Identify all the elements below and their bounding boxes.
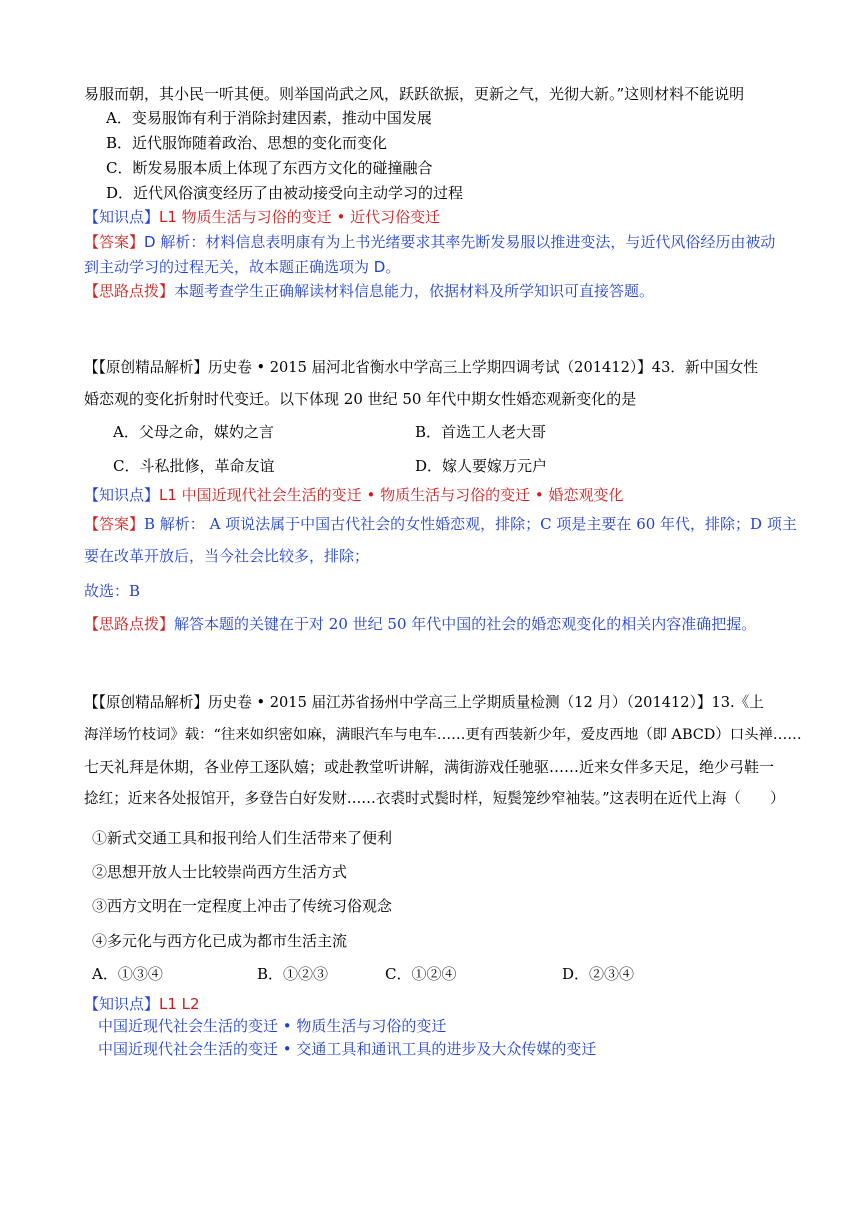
q1-answer-line1 xyxy=(84,232,775,252)
q1-stem-tail: 易服而朝，其小民一听其便。则举国尚武之风，跃跃欲振，更新之气，光彻大新。”这则材料不能说明 xyxy=(84,85,745,103)
ans-text: D 解析：材料信息表明康有为上书光绪要求其率先断发易服以推进变法，与近代风俗经历由被动 xyxy=(144,233,776,251)
q2-option-b: B．首选工人老大哥 xyxy=(415,423,547,441)
q2-stem-line1: 【【原创精品解析】历史卷 • 2015 届河北省衡水中学高三上学期四调考试（201412）】43．新中国女性 xyxy=(84,359,758,376)
q3-kp-line-2: 中国近现代社会生活的变迁 • 交通工具和通讯工具的进步及大众传媒的变迁 xyxy=(98,1040,597,1058)
q1-option-b: B．近代服饰随着政治、思想的变化而变化 xyxy=(106,134,388,152)
q2-option-d: D．嫁人要嫁万元户 xyxy=(415,457,548,475)
q2-answer-line1 xyxy=(84,514,797,534)
q2-answer-line3: 故选：B xyxy=(84,582,141,600)
q1-option-c: C．断发易服本质上体现了东西方文化的碰撞融合 xyxy=(106,159,433,177)
q3-option-d: D．②③④ xyxy=(562,965,635,983)
q1-option-a: A．变易服饰有利于消除封建因素，推动中国发展 xyxy=(106,109,432,127)
kp-label: 【知识点】 xyxy=(84,995,160,1013)
q3-statement-2: ②思想开放人士比较崇尚西方生活方式 xyxy=(92,863,348,881)
kp-text: L1 L2 xyxy=(159,995,200,1013)
kp-label: 【知识点】 xyxy=(84,208,160,226)
q1-knowledge-point xyxy=(84,207,440,227)
q3-stem-line2: 海洋场竹枝词》载：“往来如织密如麻，满眼汽车与电车……更有西装新少年，爱皮西地（即 ABCD）口头禅…… xyxy=(84,727,802,743)
q1-answer-line2: 到主动学习的过程无关，故本题正确选项为 D。 xyxy=(84,258,401,276)
q3-kp-line-1: 中国近现代社会生活的变迁 • 物质生活与习俗的变迁 xyxy=(98,1017,447,1035)
q1-hint xyxy=(84,281,654,301)
q3-knowledge-point xyxy=(84,994,200,1014)
q2-knowledge-point xyxy=(84,485,623,505)
ans-label: 【答案】 xyxy=(84,233,145,251)
q2-option-c: C．斗私批修，革命友谊 xyxy=(113,457,275,475)
hint-text: 解答本题的关键在于对 20 世纪 50 年代中国的社会的婚恋观变化的相关内容准确把握。 xyxy=(174,615,757,633)
kp-text: L1 中国近现代社会生活的变迁 • 物质生活与习俗的变迁 • 婚恋观变化 xyxy=(159,486,624,504)
hint-label: 【思路点拨】 xyxy=(84,615,175,633)
q1-option-d: D．近代风俗演变经历了由被动接受向主动学习的过程 xyxy=(106,184,464,202)
q2-answer-line2: 要在改革开放后，当今社会比较多，排除； xyxy=(84,547,370,565)
q3-stem-line3: 七天礼拜是休期，各业停工逐队嬉；或赴教堂听讲解，满街游戏任驰驱……近来女伴多天足，绝少弓鞋一 xyxy=(84,758,775,776)
q3-stem-line4: 捻红；近来各处报馆开，多登告白好发财……衣裘时式鬓时样，短鬓笼纱窄袖装。”这表明在近代上海（ ） xyxy=(84,790,785,807)
q3-option-c: C．①②④ xyxy=(385,965,457,983)
q3-option-a: A．①③④ xyxy=(92,965,163,983)
q3-option-b: B．①②③ xyxy=(257,965,329,983)
ans-text: B 解析： A 项说法属于中国古代社会的女性婚恋观，排除；C 项是主要在 60 年代，排除；D 项主 xyxy=(144,515,797,533)
hint-text: 本题考查学生正确解读材料信息能力，依据材料及所学知识可直接答题。 xyxy=(174,282,655,300)
q2-option-a: A．父母之命，媒妁之言 xyxy=(113,423,274,441)
q3-statement-3: ③西方文明在一定程度上冲击了传统习俗观念 xyxy=(92,897,393,915)
q2-stem-line2: 婚恋观的变化折射时代变迁。以下体现 20 世纪 50 年代中期女性婚恋观新变化的是 xyxy=(84,390,637,408)
hint-label: 【思路点拨】 xyxy=(84,282,175,300)
kp-label: 【知识点】 xyxy=(84,486,160,504)
q3-stem-line1: 【【原创精品解析】历史卷 • 2015 届江苏省扬州中学高三上学期质量检测（12 月）（201412）】13.《上 xyxy=(84,694,764,711)
q2-hint xyxy=(84,614,756,634)
kp-text: L1 物质生活与习俗的变迁 • 近代习俗变迁 xyxy=(159,208,441,226)
q3-statement-4: ④多元化与西方化已成为都市生活主流 xyxy=(92,932,348,950)
q3-statement-1: ①新式交通工具和报刊给人们生活带来了便利 xyxy=(92,829,393,847)
ans-label: 【答案】 xyxy=(84,515,145,533)
